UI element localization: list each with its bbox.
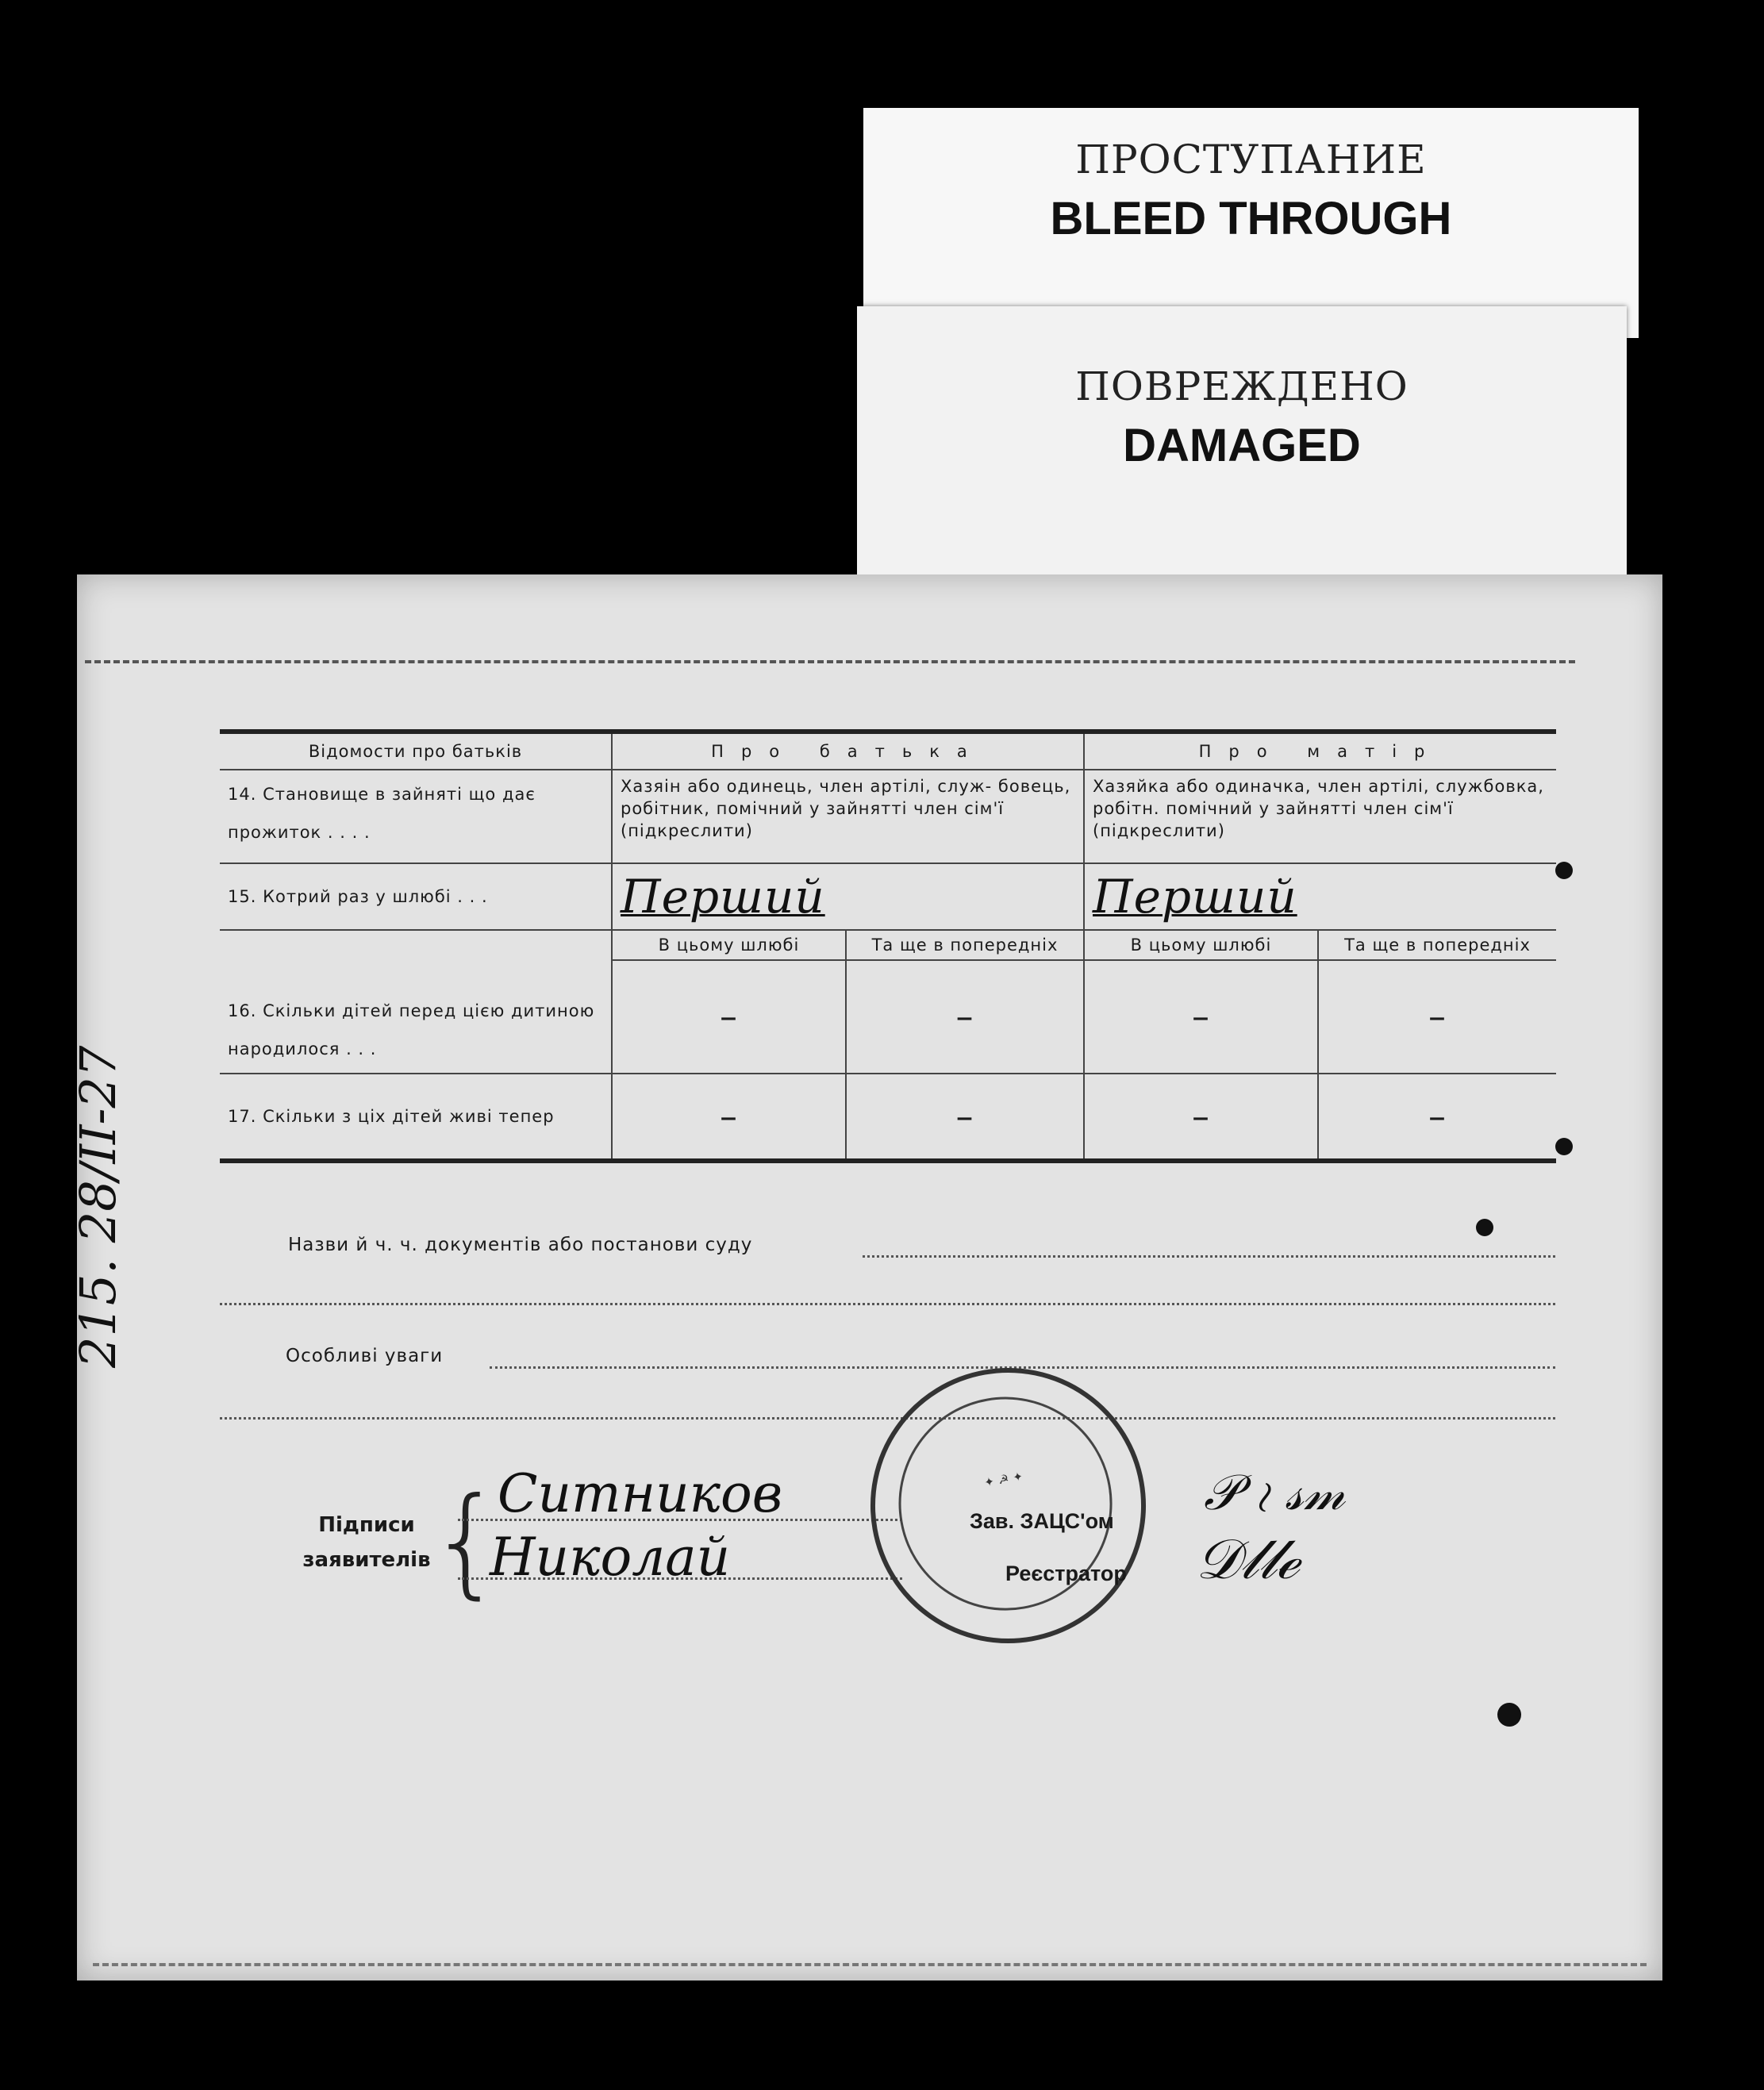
- row-15-father-handwritten: Перший: [621, 870, 825, 924]
- bleed-through-tag: [863, 108, 1639, 338]
- signatures-label: Підписи заявителів: [302, 1513, 431, 1572]
- seal-inner-ring: [882, 1380, 1129, 1627]
- row-16-c4: –: [1318, 960, 1556, 1074]
- registrar-label: Реєстратор: [1005, 1562, 1127, 1585]
- margin-handwritten-note: 215. 28/II-27: [69, 1045, 127, 1368]
- signatures-brace: {: [429, 1473, 505, 1611]
- punch-hole-2: [1555, 1138, 1573, 1155]
- bleed-through-en: BLEED THROUGH: [1050, 193, 1452, 244]
- record-sheet: [69, 574, 1662, 1981]
- row-16-c1: –: [612, 960, 846, 1074]
- registrar-signature-icon: 𝒫 ≀ 𝓈𝓂: [1204, 1463, 1345, 1521]
- signature-2: Николай: [490, 1527, 731, 1588]
- damaged-ru: ПОВРЕЖДЕНО: [1075, 363, 1409, 409]
- row-15: [220, 863, 1556, 930]
- seal-emblem-icon: ✦ ☭ ✦: [982, 1469, 1024, 1490]
- header-mother: Про матір: [1084, 732, 1556, 770]
- documents-line-2: [220, 1303, 1555, 1305]
- punch-hole-1: [1555, 862, 1573, 879]
- row-15-mother-handwritten: Перший: [1093, 870, 1297, 924]
- row-15-label: 15. Котрий раз у шлюбі . . .: [220, 863, 612, 930]
- damaged-en: DAMAGED: [1123, 420, 1361, 471]
- perforation-line-bottom: [93, 1963, 1647, 1966]
- perforation-line-top: [85, 660, 1575, 663]
- notes-line-2: [220, 1417, 1555, 1420]
- sub-father-this: В цьому шлюбі: [612, 930, 846, 960]
- official-seal: [849, 1347, 1168, 1665]
- signature-1: Ситников: [498, 1463, 783, 1524]
- signature-line-2: [458, 1577, 902, 1580]
- sub-mother-this: В цьому шлюбі: [1084, 930, 1318, 960]
- row-17-c2: –: [846, 1074, 1084, 1161]
- documents-label: Назви й ч. ч. документів або постанови суду: [288, 1235, 753, 1255]
- row-16: [220, 960, 1556, 1074]
- row-14-father: Хазяін або одинець, член артілі, служ- бовець, робітник, помічний у зайнятті член сім'ї (підкреслити): [612, 770, 1084, 863]
- row-16-label: 16. Скільки дітей перед цією дитиною народилося . . .: [220, 960, 612, 1074]
- row-16-c2: –: [846, 960, 1084, 1074]
- row-17-label: 17. Скільки з ціх дітей живі тепер: [220, 1074, 612, 1161]
- row-14: [220, 770, 1556, 863]
- head-signature-icon: 𝒟𝓁𝓁ℯ: [1196, 1527, 1299, 1592]
- header-parents: Відомости про батьків: [220, 732, 612, 770]
- row-16-c3: –: [1084, 960, 1318, 1074]
- bleed-through-ru: ПРОСТУПАНИЕ: [1075, 136, 1427, 182]
- row-14-mother: Хазяйка або одиначка, член артілі, службовка, робітн. помічний у зайнятті член сім'ї (підкреслити): [1084, 770, 1556, 863]
- header-father: Про батька: [612, 732, 1084, 770]
- documents-line-1: [863, 1255, 1555, 1258]
- row-17-c3: –: [1084, 1074, 1318, 1161]
- damaged-tag: [857, 306, 1627, 584]
- punch-hole-4: [1497, 1703, 1521, 1727]
- head-label: Зав. ЗАЦС'ом: [970, 1509, 1114, 1533]
- row-14-label: 14. Становище в зайняті що дає прожиток . . . .: [220, 770, 612, 863]
- row-17-c4: –: [1318, 1074, 1556, 1161]
- row-17-c1: –: [612, 1074, 846, 1161]
- row-sub-header: [220, 930, 1556, 960]
- notes-label: Особливі уваги: [286, 1346, 444, 1366]
- sub-mother-prev: Та ще в попередніх: [1318, 930, 1556, 960]
- punch-hole-3: [1476, 1219, 1493, 1236]
- signature-line-1: [458, 1519, 902, 1521]
- table-header-row: [220, 732, 1556, 770]
- row-17: [220, 1074, 1556, 1161]
- sub-father-prev: Та ще в попередніх: [846, 930, 1084, 960]
- parents-info-table: [220, 729, 1556, 1163]
